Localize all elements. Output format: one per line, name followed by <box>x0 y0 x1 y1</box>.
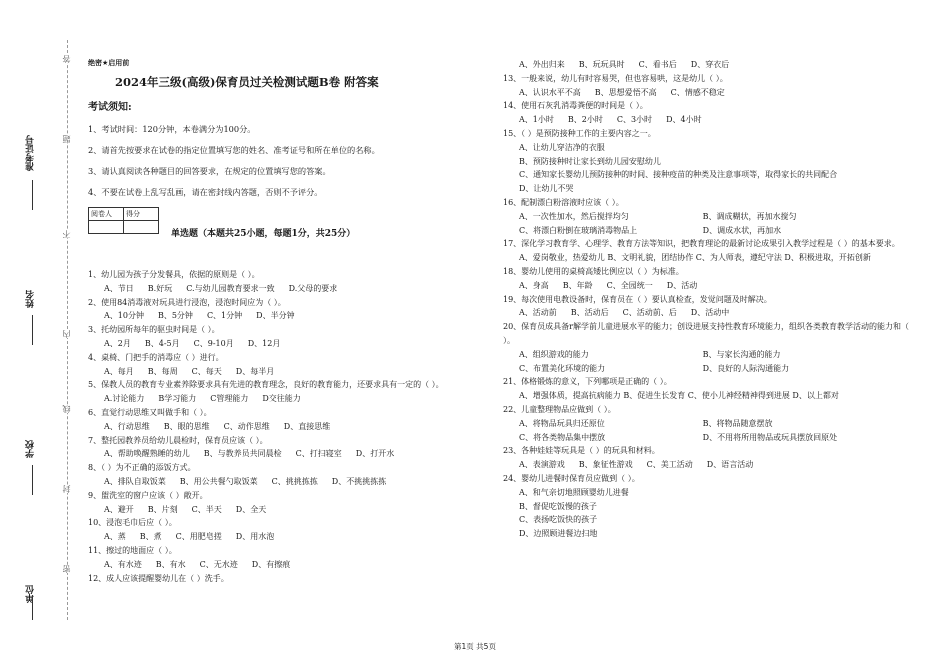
question-item <box>88 572 488 586</box>
question-option: A、认识水平不高 <box>519 87 581 97</box>
label-exam-number: 准考证号 <box>26 135 36 171</box>
question-item <box>503 444 923 472</box>
question-item <box>88 351 488 379</box>
seal-char: 线 <box>62 405 71 413</box>
score-header-score: 得分 <box>124 208 159 221</box>
question-option: D、穿衣后 <box>690 60 730 69</box>
question-option: C、动作思维 <box>223 421 270 431</box>
question-option: B、玩玩具时 <box>578 60 625 69</box>
question-option: B、煮 <box>139 532 162 542</box>
question-stem: 23、各种娃娃等玩具是（ ）的玩具和材料。 <box>503 446 660 456</box>
question-options <box>503 279 923 293</box>
question-option: B、每周 <box>147 366 178 376</box>
question-stem: 11、擦过的地面应（ ）。 <box>88 545 177 555</box>
seal-char: 题 <box>62 135 71 143</box>
question-option: A、将物品玩具归还原位 <box>519 418 605 428</box>
question-options <box>503 389 923 403</box>
question-item <box>88 268 488 296</box>
question-option: B、与教养员共同晨检 <box>203 449 282 459</box>
question-option: D交往能力 <box>262 394 301 404</box>
question-option: B、片刻 <box>147 504 178 514</box>
question-option: B.好玩 <box>147 283 173 293</box>
question-option: D、全天 <box>235 504 267 514</box>
score-cell-score <box>124 221 159 234</box>
question-options <box>503 417 923 445</box>
question-option: A、蒸 <box>104 532 126 542</box>
question-option: C、每天 <box>191 366 222 376</box>
notice-item: 1、考试时间：120分钟，本卷满分为100分。 <box>88 124 256 134</box>
question-options <box>503 86 923 100</box>
question-option: A、排队自取饭菜 <box>104 476 166 486</box>
question-option: A、1小时 <box>519 115 554 125</box>
question-option: C、情感不稳定 <box>670 87 725 97</box>
question-option: A、一次性加水，然后搅拌均匀 <box>519 211 629 221</box>
score-row <box>88 207 488 239</box>
binding-sidebar <box>22 40 72 620</box>
question-option: A.讨论能力 <box>104 394 145 404</box>
question-options <box>88 558 488 572</box>
question-option: A、爱岗敬业，热爱幼儿 B、文明礼貌，团结协作 C、为人师表，遵纪守法 D、积极进取，开拓创新 <box>519 253 871 263</box>
question-option: B学习能力 <box>158 394 197 404</box>
question-option: D、不用将所用物品或玩具摆放回原处 <box>702 432 838 442</box>
question-option: B、4-5月 <box>144 338 180 348</box>
question-option: A、行动思维 <box>104 421 150 431</box>
question-option: D、调成水状，再加水 <box>702 225 782 235</box>
seal-char: 答 <box>62 55 71 63</box>
question-stem: 6、直觉行动思维又叫做手和（ ）。 <box>88 407 212 417</box>
question-stem: 2、使用84消毒液对玩具进行浸泡，浸泡时间应为（ ）。 <box>88 297 286 307</box>
seal-char: 不 <box>62 230 71 238</box>
question-option: D.父母的要求 <box>288 283 338 293</box>
question-options <box>503 58 923 72</box>
question-options <box>503 141 923 196</box>
question-option: C、将漂白粉倒在玻璃消毒物品上 <box>519 225 638 235</box>
notice-item: 2、请首先按要求在试卷的指定位置填写您的姓名、准考证号和所在单位的名称。 <box>88 145 380 155</box>
question-stem: 10、浸泡毛巾后应（ ）。 <box>88 518 177 528</box>
score-header-grader: 阅卷人 <box>89 208 124 221</box>
question-stem: 13、一般来说，幼儿有时容易哭，但也容易哄，这是幼儿（ ）。 <box>503 73 728 83</box>
question-option: A、避开 <box>104 504 134 514</box>
label-school: 学校 <box>26 440 36 458</box>
question-option: A、和气亲切地照顾婴幼儿进餐 <box>519 487 629 497</box>
question-option: B、督促吃饭慢的孩子 <box>519 501 597 511</box>
question-item <box>88 296 488 324</box>
question-options <box>88 337 488 351</box>
question-option: B、与家长沟通的能力 <box>702 349 781 359</box>
question-option: A、让幼儿穿洁净的衣服 <box>519 142 605 152</box>
question-option: A、节日 <box>104 283 134 293</box>
question-item <box>503 375 923 403</box>
question-stem: 18、婴幼儿使用的桌椅高矮比例应以（ ）为标准。 <box>503 266 684 276</box>
question-item <box>88 544 488 572</box>
question-option: A、10分钟 <box>104 311 144 321</box>
question-option: A、增强体质，提高抗病能力 B、促进生长发育 C、使小儿神经精神得到进展 D、以上都对 <box>519 391 839 401</box>
question-options <box>88 530 488 544</box>
question-option: C、活动前、后 <box>622 308 677 318</box>
question-option: B、思想爱悟不高 <box>594 87 657 97</box>
question-option: B、活动后 <box>570 308 609 318</box>
question-option: D、直接思维 <box>283 421 331 431</box>
exam-number-blank <box>32 180 33 210</box>
question-options <box>503 306 923 320</box>
question-options <box>88 420 488 434</box>
question-option: C、将各类物品集中摆放 <box>519 432 606 442</box>
question-item <box>88 406 488 434</box>
question-stem: 22、儿童整理物品应做到（ ）。 <box>503 404 616 414</box>
question-options <box>503 486 923 541</box>
question-option: C、看书后 <box>638 60 677 69</box>
question-option: C、全园统一 <box>606 280 653 290</box>
left-column <box>88 58 488 585</box>
question-item <box>503 403 923 444</box>
question-options <box>88 309 488 323</box>
question-item <box>503 293 923 321</box>
question-option: D、打开水 <box>355 449 395 459</box>
question-option: D、用水泡 <box>235 532 275 542</box>
question-item <box>88 434 488 462</box>
notice-item: 4、不要在试卷上乱写乱画，请在密封线内答题，否则不予评分。 <box>88 187 323 197</box>
question-item <box>88 461 488 489</box>
question-stem: 12、成人应该提醒婴幼儿在（ ）洗手。 <box>88 573 229 583</box>
question-option: A、组织游戏的能力 <box>519 349 589 359</box>
question-stem: 24、婴幼儿进餐时保育员应做到（ ）。 <box>503 473 640 483</box>
question-option: D、半分钟 <box>256 311 295 321</box>
question-option: D、良好的人际沟通能力 <box>702 363 790 373</box>
question-option: C.与幼儿园教育要求一致 <box>186 283 275 293</box>
unit-blank <box>32 595 33 620</box>
question-option: A、表演游戏 <box>519 460 565 470</box>
question-option: B、用公共餐勺取饭菜 <box>179 476 258 486</box>
question-stem: 20、保育员成具备r解学前儿童进展水平的能力；创设进展支持性教育环境能力，组织各类教育教学活动的能力和（ ）。 <box>503 322 909 345</box>
seal-char: 内 <box>62 330 71 338</box>
question-options <box>503 210 923 238</box>
question-option: C管理能力 <box>210 394 249 404</box>
question-option: C、用肥皂搓 <box>175 532 222 542</box>
school-blank <box>32 465 33 495</box>
question-option: B、将物品随意摆放 <box>702 418 773 428</box>
question-option: D、不挑挑拣拣 <box>331 476 387 486</box>
question-option: B、年龄 <box>562 280 593 290</box>
question-option: C、挑挑拣拣 <box>271 476 318 486</box>
notice-list <box>88 119 488 203</box>
score-cell-grader <box>89 221 124 234</box>
question-option: C、9-10月 <box>193 338 234 348</box>
question-stem: 21、体格锻炼的意义，下列哪项是正确的（ ）。 <box>503 377 672 387</box>
question-stem: 19、每次使用电教设备时，保育员在（ ）要认真检查，发觉问题及时解决。 <box>503 294 772 304</box>
question-item <box>88 323 488 351</box>
question-stem: 7、整托园教养员给幼儿晨检时，保育员应该（ ）。 <box>88 435 268 445</box>
question-option: C、无水迹 <box>199 559 238 569</box>
question-option: A、2月 <box>104 338 131 348</box>
question-option: C、打扫寝室 <box>295 449 342 459</box>
question-option: D、边照顾进餐边扫地 <box>519 529 598 539</box>
question-stem: 14、使用石灰乳消毒粪便的时间是（ ）。 <box>503 101 648 111</box>
name-blank <box>32 315 33 345</box>
question-option: C、表扬吃饭快的孩子 <box>519 515 598 525</box>
question-options <box>88 365 488 379</box>
question-option: D、有擦痕 <box>251 559 291 569</box>
question-option: C、通知家长婴幼儿预防接种的时间、接种疫苗的种类及注意事项等，取得家长的共同配合 <box>519 170 838 180</box>
question-item <box>503 237 923 265</box>
question-option: C、3小时 <box>616 115 653 125</box>
section-title: 单选题（本题共25小题，每题1分，共25分） <box>171 229 356 239</box>
question-option: A、活动前 <box>519 308 557 318</box>
question-option: A、每月 <box>104 366 134 376</box>
score-table <box>88 207 159 234</box>
question-option: D、活动 <box>666 280 698 290</box>
question-option: A、外出归来 <box>519 60 565 69</box>
question-options <box>503 251 923 265</box>
question-item <box>503 196 923 237</box>
question-stem: 3、托幼园所每年的驱虫时间是（ ）。 <box>88 325 220 335</box>
question-item <box>88 489 488 517</box>
question-stem: 5、保教人员的教育专业素养除要求具有先进的教育理念，良好的教育能力，还要求具有一定的（ ）。 <box>88 380 444 390</box>
question-item <box>88 516 488 544</box>
question-item <box>503 472 923 541</box>
question-option: A、身高 <box>519 280 549 290</box>
question-stem: 1、幼儿园为孩子分发餐具，依据的原则是（ ）。 <box>88 270 260 279</box>
question-item <box>503 265 923 293</box>
question-options <box>88 503 488 517</box>
question-stem: 16、配制漂白粉溶液时应该（ ）。 <box>503 197 624 207</box>
question-option: D、12月 <box>247 338 281 348</box>
question-option: C、布置美化环境的能力 <box>519 363 606 373</box>
question-option: B、有水 <box>155 559 186 569</box>
question-option: D、让幼儿不哭 <box>519 184 574 194</box>
notice-heading: 考试须知: <box>88 102 132 113</box>
question-stem: 8、（ ）为不正确的添饭方式。 <box>88 463 196 473</box>
question-option: B、2小时 <box>567 115 603 125</box>
question-option: C、半天 <box>191 504 222 514</box>
question-option: C、美工活动 <box>646 460 693 470</box>
question-stem: 4、桌椅、门把手的消毒应（ ）进行。 <box>88 352 224 362</box>
question-option: B、象征性游戏 <box>578 460 633 470</box>
question-option: B、预防接种时让家长到幼儿园安慰幼儿 <box>519 156 661 166</box>
seal-char: 封 <box>62 485 71 493</box>
question-options <box>88 475 488 489</box>
question-option: B、调成糊状，再加水搅匀 <box>702 211 797 221</box>
label-name: 姓名 <box>26 290 36 308</box>
question-option: A、帮助唤醒熟睡的幼儿 <box>104 449 190 459</box>
question-item <box>503 99 923 127</box>
question-stem: 9、盥洗室的窗户应该（ ）敞开。 <box>88 490 208 500</box>
notice-item: 3、请认真阅读各种题目的回答要求，在规定的位置填写您的答案。 <box>88 166 331 176</box>
question-option: B、眼的思维 <box>163 421 210 431</box>
question-option: D、语言活动 <box>706 460 754 470</box>
question-item <box>503 58 923 72</box>
question-options <box>88 392 488 406</box>
question-options <box>503 113 923 127</box>
question-options <box>503 458 923 472</box>
question-item <box>503 72 923 100</box>
question-option: D、每半月 <box>235 366 275 376</box>
question-stem: 17、深化学习教育学、心理学、教育方法等知识，把教育理论的最新讨论成果引入教学过程是（ ）的基本要求。 <box>503 239 900 249</box>
question-options <box>88 282 488 296</box>
question-option: D、4小时 <box>666 115 702 125</box>
page-footer: 第1页 共5页 <box>454 642 496 651</box>
question-option: C、1分钟 <box>206 311 243 321</box>
question-option: A、有水迹 <box>104 559 142 569</box>
question-item <box>503 320 923 375</box>
question-options <box>503 348 923 376</box>
secret-mark: 绝密★启用前 <box>88 59 130 67</box>
seal-char: 密 <box>62 565 71 573</box>
exam-title: 2024年三级(高级)保育员过关检测试题B卷 附答案 <box>115 75 379 89</box>
question-item <box>88 378 488 406</box>
question-option: D、活动中 <box>690 308 730 318</box>
question-options <box>88 447 488 461</box>
question-stem: 15、（ ）是预防接种工作的主要内容之一。 <box>503 128 656 138</box>
question-item <box>503 127 923 196</box>
questions-right <box>503 58 923 541</box>
questions-left <box>88 268 488 585</box>
question-option: B、5分钟 <box>157 311 193 321</box>
label-unit: 单位 <box>26 585 36 603</box>
